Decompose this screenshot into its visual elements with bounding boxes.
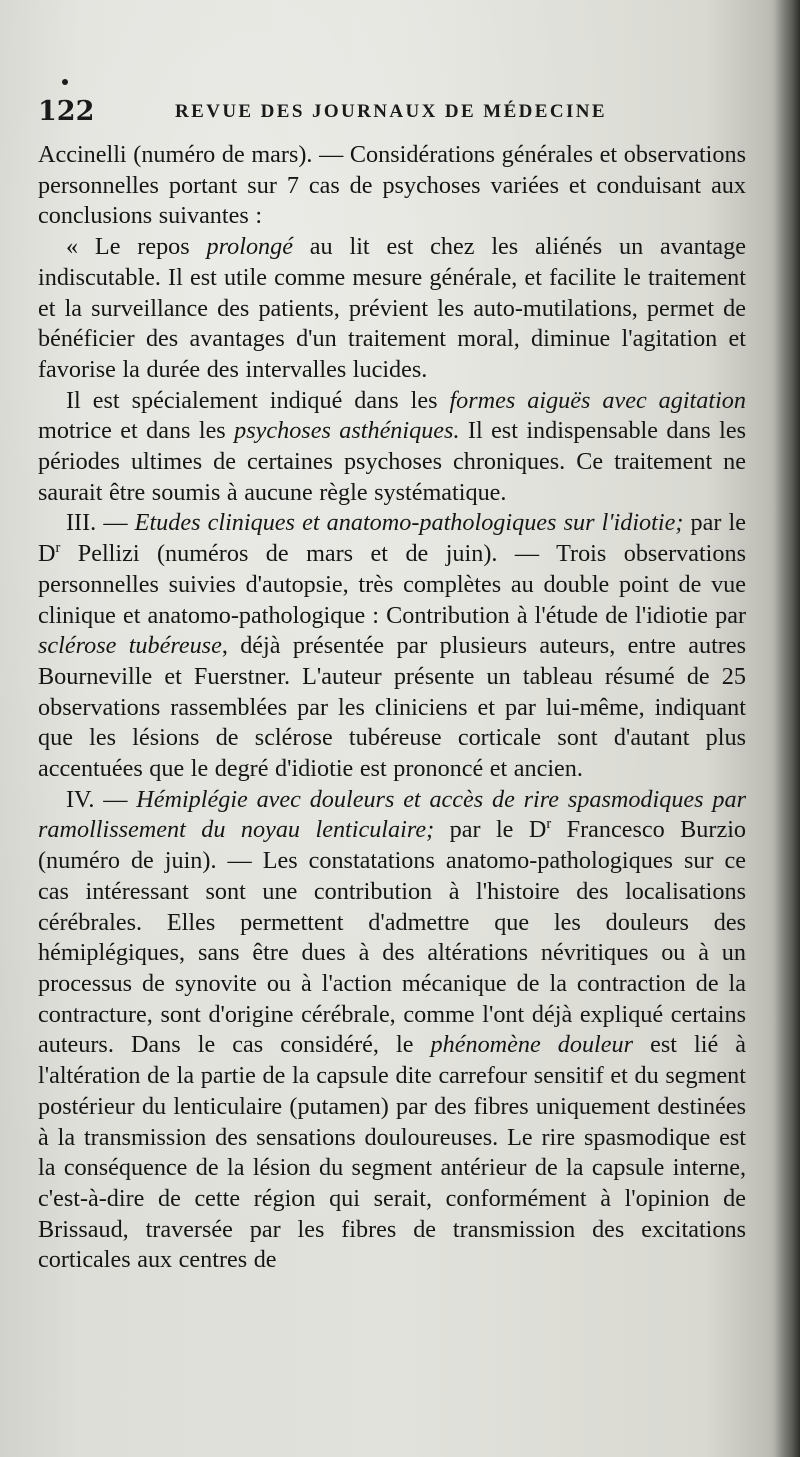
page-header xyxy=(38,96,760,130)
text-run: « Le repos xyxy=(66,233,207,261)
italic-run: formes aiguës avec agitation xyxy=(449,386,746,414)
italic-run: psychoses asthéniques. xyxy=(234,417,460,445)
text-run: par le D xyxy=(38,509,746,568)
paragraph-5 xyxy=(38,785,746,1276)
italic-run: prolongé xyxy=(206,233,293,261)
paragraph-1 xyxy=(38,140,746,232)
paragraph-2 xyxy=(38,232,746,386)
text-run: par le D xyxy=(434,816,547,844)
text-run: motrice et dans les xyxy=(38,417,235,445)
superscript: r xyxy=(55,540,61,557)
text-run: Il est spécialement indiqué dans les xyxy=(66,386,450,414)
text-run: au lit est chez les aliénés un avantage indiscutable. Il est utile comme mesure générale, et facilite le traitement et la surveillance des patients, prévient les auto-mutilations, permet de bénéficier des avantages d'un traitement moral, diminue l'agitation et favorise la durée des intervalles lucides. xyxy=(38,233,746,383)
page-number: 122 xyxy=(38,96,95,127)
text-run: Il est indispensable dans les périodes ultimes de certaines psychoses chroniques. Ce traitement ne saurait être soumis à aucune règle systématique. xyxy=(38,417,746,506)
text-run: , déjà présentée par plusieurs auteurs, entre autres Bourneville et Fuerstner. L'auteur présente un tableau résumé de 25 observations rassemblées par les cliniciens et par lui-même, indiquant que les lésions de sclérose tubéreuse corticale sont d'autant plus accentuées que le degré d'idiotie est prononcé et ancien. xyxy=(38,632,746,783)
paragraph-4 xyxy=(38,508,746,784)
section-number: III. — xyxy=(66,509,135,537)
italic-run: Hémiplégie avec douleurs et accès de rire spasmodiques par ramollissement du noyau lenticulaire; xyxy=(38,785,746,844)
ink-dot xyxy=(62,79,68,85)
italic-run: phénomène douleur xyxy=(430,1031,634,1059)
italic-run: sclérose tubéreuse xyxy=(38,632,222,660)
paragraph-1-text: Accinelli (numéro de mars). — Considérations générales et observations personnelles portant sur 7 cas de psychoses variées et conduisant aux conclusions suivantes : xyxy=(38,141,746,230)
text-run: Pellizi (numéros de mars et de juin). — Trois observations personnelles suivies d'autopsie, très complètes au double point de vue clinique et anatomo-pathologique : Contribution à l'étude de l'idiotie par xyxy=(38,540,746,629)
text-run: est lié à l'altération de la partie de la capsule dite carrefour sensitif et du segment postérieur du lenticulaire (putamen) par des fibres uniquement destinées à la transmission des sensations douloureuses. Le rire spasmodique est la conséquence de la lésion du segment antérieur de la capsule interne, c'est-à-dire de cette région qui serait, conformément à l'opinion de Brissaud, traversée par les fibres de transmission des excitations corticales aux centres de xyxy=(38,1031,747,1274)
italic-run: Etudes cliniques et anatomo-pathologiques sur l'idiotie; xyxy=(134,509,684,537)
text-run: Francesco Burzio (numéro de juin). — Les constatations anatomo-pathologiques sur ce cas intéressant sont une contribution à l'histoire des localisations cérébrales. Elles permettent d'admettre que les douleurs des hémiplégiques, sans être dues à des altérations névritiques ou à un processus de synovite ou à l'action mécanique de la contraction de la contracture, sont d'origine cérébrale, comme l'ont déjà expliqué certains auteurs. Dans le cas considéré, le xyxy=(38,816,747,1059)
paragraph-3 xyxy=(38,386,746,509)
body-text xyxy=(38,140,746,1276)
superscript: r xyxy=(546,816,552,833)
section-number: IV. — xyxy=(66,785,137,813)
running-title: REVUE DES JOURNAUX DE MÉDECINE xyxy=(175,101,607,122)
